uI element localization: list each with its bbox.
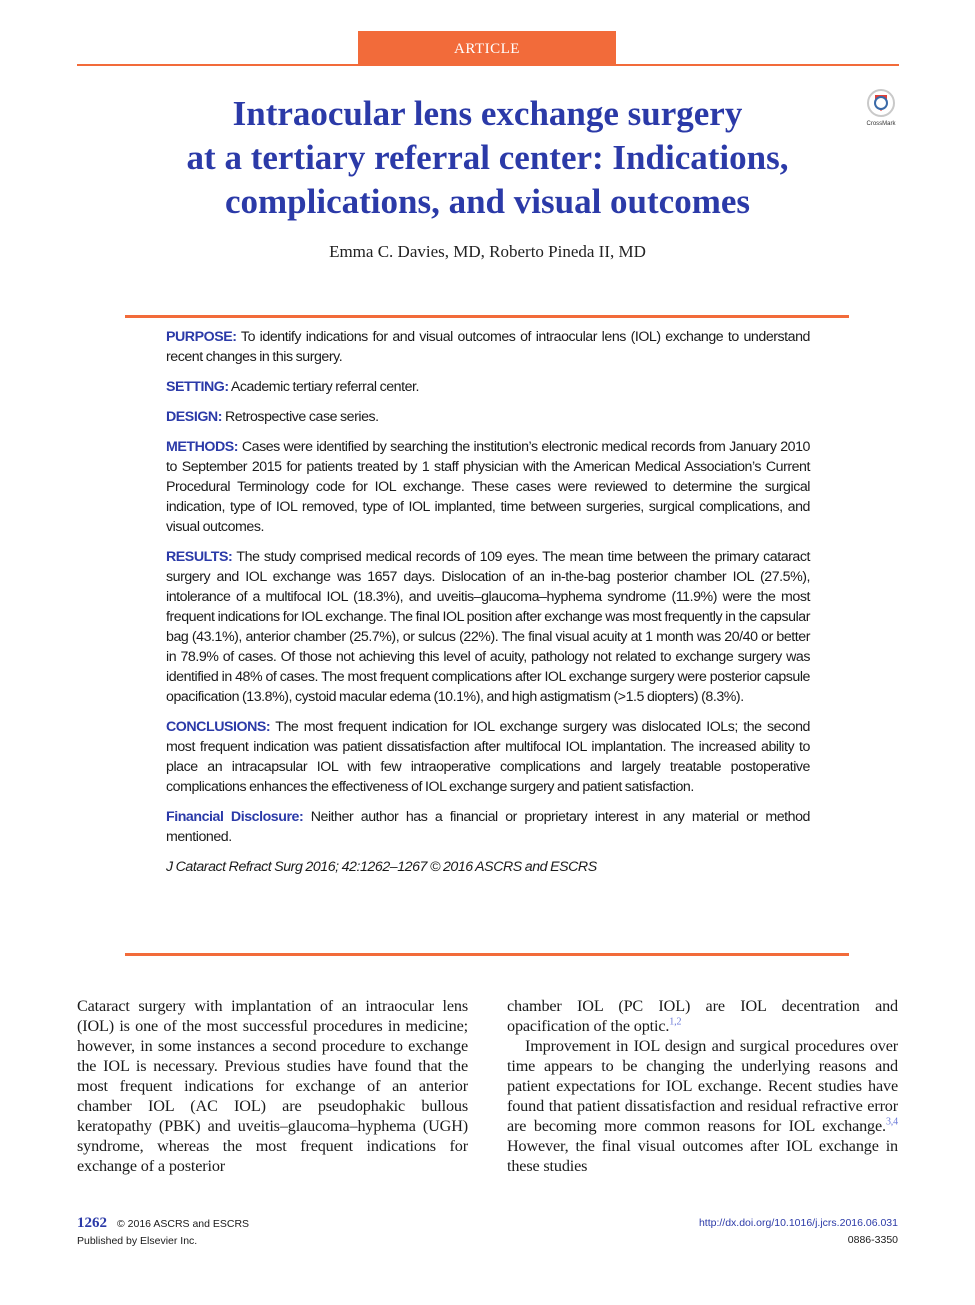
abstract-design	[166, 407, 810, 427]
methods-label: METHODS:	[166, 439, 239, 455]
copyright: © 2016 ASCRS and ESCRS	[117, 1218, 250, 1230]
article-title	[110, 92, 865, 224]
body-column-left	[77, 996, 468, 1176]
page-number: 1262	[77, 1215, 107, 1231]
reference-link[interactable]: 1,2	[669, 1016, 682, 1028]
crossmark-badge[interactable]	[863, 88, 899, 128]
reference-link[interactable]: 3,4	[885, 1116, 898, 1128]
purpose-text: To identify indications for and visual outcomes of intraocular lens (IOL) exchange to understand recent changes in this surgery.	[166, 329, 810, 365]
design-label: DESIGN:	[166, 409, 222, 425]
footer-left	[77, 1215, 249, 1250]
abstract-setting	[166, 377, 810, 397]
abstract-bottom-rule	[125, 953, 849, 956]
crossmark-label: CrossMark	[866, 121, 896, 127]
results-label: RESULTS:	[166, 549, 233, 565]
abstract-methods	[166, 437, 810, 537]
article-type-tag: ARTICLE	[358, 31, 616, 65]
body-text: chamber IOL (PC IOL) are IOL decentration and opacification of the optic.	[507, 997, 898, 1035]
body-column-right	[507, 996, 898, 1176]
header-rule	[77, 64, 899, 66]
design-text: Retrospective case series.	[221, 409, 379, 425]
methods-text: Cases were identified by searching the institution’s electronic medical records from January 2010 to September 2015 for patients treated by 1 staff physician with the American Medical Association’s Current Procedural Terminology code for IOL exchange. These cases were reviewed to determine the surgical indication, type of IOL removed, type of IOL implanted, time between surgeries, surgical complications, and visual outcomes.	[166, 439, 810, 535]
abstract-purpose	[166, 327, 810, 367]
publisher: Published by Elsevier Inc.	[77, 1235, 198, 1247]
setting-label: SETTING:	[166, 379, 229, 395]
setting-text: Academic tertiary referral center.	[228, 379, 420, 395]
abstract	[166, 327, 810, 887]
abstract-top-rule	[125, 315, 849, 318]
crossmark-icon	[866, 88, 896, 118]
author-list: Emma C. Davies, MD, Roberto Pineda II, MD	[329, 242, 646, 261]
journal-citation: J Cataract Refract Surg 2016; 42:1262–1267 © 2016 ASCRS and ESCRS	[166, 859, 597, 875]
doi-link[interactable]: http://dx.doi.org/10.1016/j.jcrs.2016.06.031	[698, 1217, 898, 1229]
conclusions-label: CONCLUSIONS:	[166, 719, 271, 735]
abstract-disclosure	[166, 807, 810, 847]
disclosure-label: Financial Disclosure:	[166, 809, 304, 825]
results-text: The study comprised medical records of 109 eyes. The mean time between the primary cataract surgery and IOL exchange was 1657 days. Dislocation of an in-the-bag posterior chamber IOL (27.5%), intolerance of a multifocal IOL (18.3%), and uveitis–glaucoma–hyphema syndrome (11.9%) were the most frequent indications for IOL exchange. The final IOL position after exchange was most frequently in the capsular bag (43.1%), anterior chamber (25.7%), or sulcus (22%). The final visual acuity at 1 month was 20/40 or better in 78.9% of cases. Of those not achieving this level of acuity, pathology not related to exchange surgery was identified in 48% of cases. The most frequent complications after IOL exchange surgery were posterior capsule opacification (13.8%), cystoid macular edema (10.1%), and high astigmatism (>1.5 diopters) (8.3%).	[166, 549, 810, 705]
body-paragraph	[507, 1036, 898, 1176]
footer-right	[699, 1215, 898, 1249]
disclosure-text: Neither author has a financial or proprietary interest in any material or method mentioned.	[166, 809, 810, 845]
title-line-2: at a tertiary referral center: Indications,	[186, 138, 789, 177]
body-paragraph	[507, 996, 898, 1036]
title-line-3: complications, and visual outcomes	[224, 182, 751, 221]
body-paragraph: Cataract surgery with implantation of an intraocular lens (IOL) is one of the most successful procedures in medicine; however, in some instances a second procedure to exchange the IOL is necessary. Previous studies have found that the most frequent indications for exchange of an anterior chamber IOL (AC IOL) are pseudophakic bullous keratopathy (PBK) and uveitis–glaucoma–hyphema (UGH) syndrome, whereas the most frequent indications for exchange of a posterior	[77, 997, 468, 1175]
body-text: Improvement in IOL design and surgical procedures over time appears to be changing the underlying reasons and patient expectations for IOL exchange. Recent studies have found that patient dissatisfaction and residual refractive error are becoming more common reasons for IOL exchange.	[507, 1037, 898, 1135]
conclusions-text: The most frequent indication for IOL exchange surgery was dislocated IOLs; the second most frequent indication was patient dissatisfaction after multifocal IOL implantation. The increased ability to place an intracapsular IOL with few intraoperative complications and largely treatable postoperative complications enhances the effectiveness of IOL exchange surgery and patient satisfaction.	[166, 719, 810, 795]
abstract-conclusions	[166, 717, 810, 797]
title-line-1: Intraocular lens exchange surgery	[232, 94, 743, 133]
abstract-results	[166, 547, 810, 707]
purpose-label: PURPOSE:	[166, 329, 237, 345]
body-text: However, the final visual outcomes after IOL exchange in these studies	[507, 1137, 898, 1175]
issn: 0886-3350	[847, 1234, 898, 1246]
